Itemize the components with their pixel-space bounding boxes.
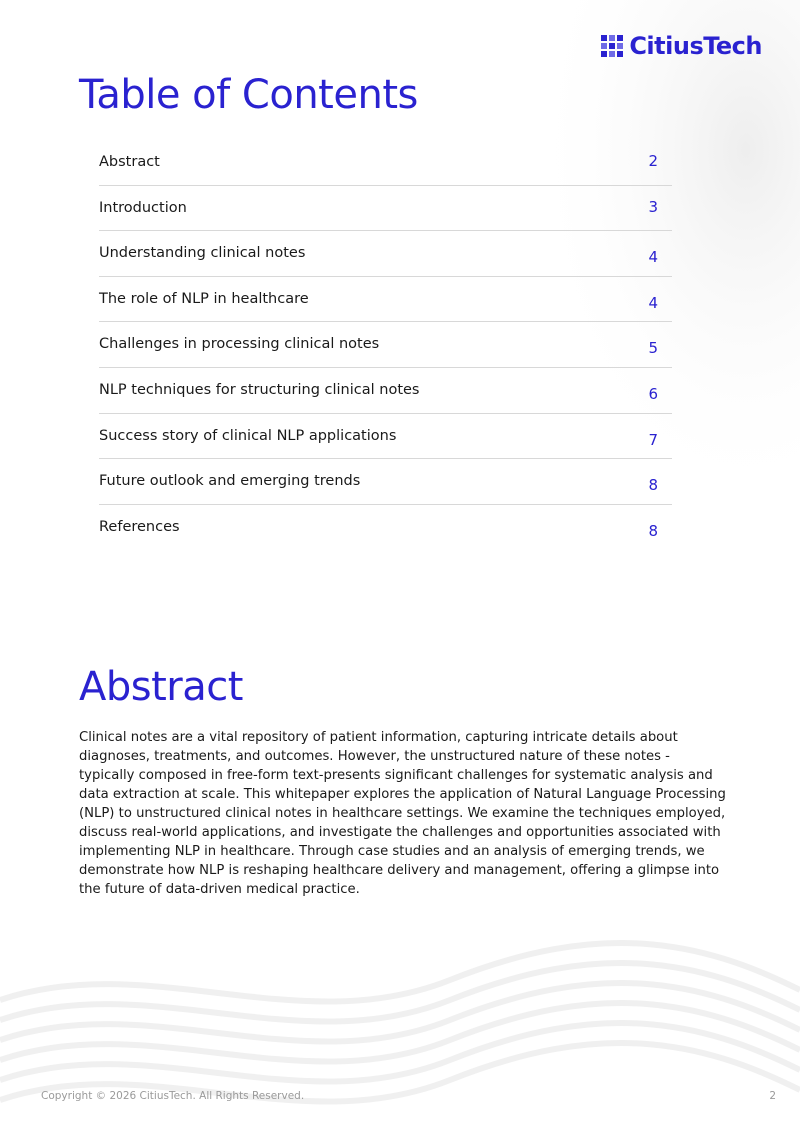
toc-item-understanding-clinical-notes[interactable] xyxy=(99,231,672,277)
toc-item-label: Abstract xyxy=(99,154,160,170)
toc-item-label: Future outlook and emerging trends xyxy=(99,473,361,490)
toc-item-page: 5 xyxy=(648,339,658,358)
toc-item-success-story[interactable] xyxy=(99,414,672,460)
toc-title: Table of Contents xyxy=(79,72,418,118)
brand-name: CitiusTech xyxy=(629,32,762,60)
toc-item-label: Introduction xyxy=(99,199,187,216)
toc-item-label: The role of NLP in healthcare xyxy=(99,290,309,307)
toc-item-label: Understanding clinical notes xyxy=(99,245,306,262)
toc-item-references[interactable] xyxy=(99,505,672,551)
toc-item-future-outlook[interactable] xyxy=(99,459,672,505)
toc-item-page: 8 xyxy=(648,521,658,540)
footer-copyright: Copyright © 2026 CitiusTech. All Rights Reserved. xyxy=(41,1090,305,1102)
abstract-heading: Abstract xyxy=(79,664,243,710)
toc-item-page: 8 xyxy=(648,476,658,495)
toc-item-page: 2 xyxy=(648,152,658,170)
toc-item-introduction[interactable] xyxy=(99,186,672,232)
toc-item-label: Success story of clinical NLP applications xyxy=(99,427,397,444)
toc-item-page: 6 xyxy=(648,384,658,403)
footer-page-number: 2 xyxy=(769,1090,776,1102)
toc-item-challenges[interactable] xyxy=(99,322,672,368)
toc-item-nlp-techniques[interactable] xyxy=(99,368,672,414)
toc-item-label: Challenges in processing clinical notes xyxy=(99,336,380,353)
abstract-paragraph: Clinical notes are a vital repository of patient information, capturing intricate details about diagnoses, treatments, and outcomes. However, the unstructured nature of these notes - typically composed in free-form text-presents significant challenges for systematic analysis and data extraction at scale. This whitepaper explores the application of Natural Language Processing (NLP) to unstructured clinical notes in healthcare settings. We examine the techniques employed, discuss real-world applications, and investigate the challenges and opportunities associated with implementing NLP in healthcare. Through case studies and an analysis of emerging trends, we demonstrate how NLP is reshaping healthcare delivery and management, offering a glimpse into the future of data-driven medical practice. xyxy=(79,730,726,897)
toc-item-page: 4 xyxy=(648,248,658,267)
toc-item-role-of-nlp[interactable] xyxy=(99,277,672,323)
table-of-contents xyxy=(99,140,672,550)
citiustech-logo-icon xyxy=(601,35,623,57)
toc-item-label: References xyxy=(99,518,180,535)
toc-item-abstract[interactable] xyxy=(99,140,672,186)
toc-item-label: NLP techniques for structuring clinical notes xyxy=(99,381,420,398)
toc-item-page: 3 xyxy=(648,197,658,216)
toc-item-page: 4 xyxy=(648,293,658,312)
toc-item-page: 7 xyxy=(648,430,658,449)
brand-logo xyxy=(601,32,762,60)
